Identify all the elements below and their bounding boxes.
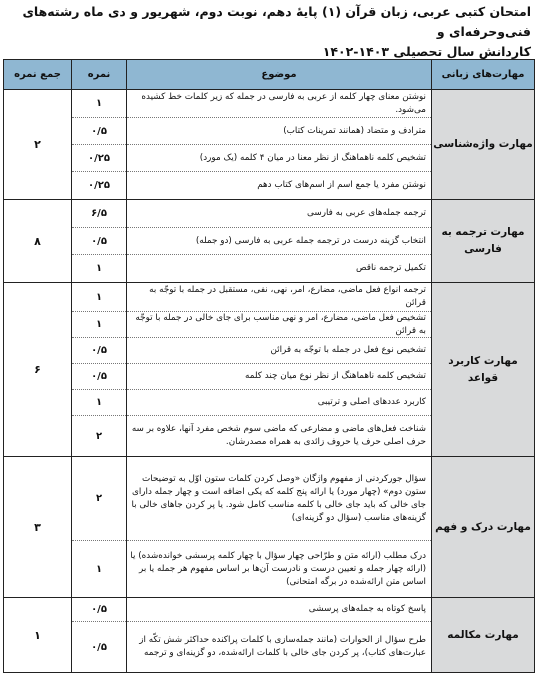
topic-line: نوشتن مفرد یا جمع اسم از اسم‌های کتاب دهم [257,180,426,190]
skill-cell: مهارت کاربرد قواعد [432,283,535,457]
score-value: ۰/۲۵ [88,180,110,191]
header-score: نمره [72,60,127,90]
score-value: ۲ [72,457,126,541]
topic-line: سؤال جورکردنی از مفهوم واژگان «وصل کردن کلمات ستون اوّل به توضیحات ستون دوم» (چهار مورد) یا ارائه پنج کلمه که یکی اضافه است و چهار جمله دارای جای خالی که باید جای خالی با کلمه مناسب کامل شود. یا پر کردن جاهای خالی با گزینه‌های مناسب (سؤال دو گزینه‌ای) [127,457,431,541]
topic-line: پاسخ کوتاه به جمله‌های پرسشی [127,598,431,622]
title-line-1: امتحان کتبی عربی، زبان قرآن (۱) پایۀ دهم، نوبت دوم، شهریور و دی ماه رشته‌های فنی‌وحرفه‌ای و [22,4,531,39]
total-cell: ۳ [4,457,72,598]
skill-cell: مهارت ترجمه به فارسی [432,200,535,283]
topic-cell [127,598,432,673]
score-value: ۱ [72,312,126,338]
score-cell [72,598,127,673]
table-body [4,90,535,673]
skill-cell: مهارت واژه‌شناسی [432,90,535,200]
score-value: ۱ [72,283,126,312]
topic-line: ترجمه جمله‌های عربی به فارسی [127,200,431,228]
section-row [4,283,535,457]
score-value: ۰/۵ [72,598,126,622]
score-cell [72,283,127,457]
page-title [6,2,531,62]
topic-line: شناخت فعل‌های ماضی و مضارعی که ماضی سوم شخص مفرد آنها، علاوه بر سه حرف اصلی حرف یا حروف زائدی به همراه مصدرشان. [131,424,426,447]
section-row [4,90,535,200]
section-row [4,598,535,673]
topic-line: طرح سؤال از الحوارات (مانند جمله‌سازی با کلمات پراکنده حداکثر شش تکّه از عبارت‌های کتاب)، پر کردن جای خالی با کلمات ارائه‌شده، دو گزینه‌ای و ترجمه [139,635,426,658]
score-cell [72,200,127,283]
topic-line: تشخیص فعل ماضی، مضارع، امر و نهی مناسب برای جای خالی در جمله با توجّه به قرائن [127,312,431,338]
section-row [4,200,535,283]
topic-line: کاربرد عددهای اصلی و ترتیبی [127,390,431,416]
score-value: ۱ [95,263,103,274]
topic-line: مترادف و متضاد (همانند تمرینات کتاب) [127,118,431,145]
topic-cell [127,90,432,200]
topic-line: انتخاب گزینه درست در ترجمه جمله عربی به فارسی (دو جمله) [127,228,431,255]
score-value: ۱ [72,390,126,416]
score-value: ۰/۵ [91,641,107,653]
score-cell [72,90,127,200]
topic-line: تشخیص کلمه ناهماهنگ از نظر معنا در میان ۴ کلمه (یک مورد) [127,145,431,172]
topic-line: درک مطلب (ارائه متن و طرّاحی چهار سؤال با چهار کلمه پرسشی خوانده‌شده) یا (ارائه چهار جمله و تعیین درست و نادرست آن‌ها بر اساس مفهوم هر جمله یا بر اساس متن ارائه‌شده در برگه امتحانی) [130,550,426,587]
topic-cell [127,200,432,283]
total-cell: ۱ [4,598,72,673]
topic-line: ترجمه انواع فعل ماضی، مضارع، امر، نهی، نفی، مستقبل در جمله با توجّه به قرائن [127,283,431,312]
header-skill: مهارت‌های زبانی [432,60,535,90]
score-value: ۱ [95,563,103,575]
title-line-2: کاردانش سال تحصیلی ۱۴۰۳-۱۴۰۲ [322,44,531,59]
skill-cell: مهارت درک و فهم [432,457,535,598]
header-topic: موضوع [127,60,432,90]
score-value: ۰/۵ [72,118,126,145]
score-value: ۲ [95,430,103,442]
total-cell: ۲ [4,90,72,200]
score-value: ۰/۲۵ [72,145,126,172]
score-distribution-table [3,59,535,673]
score-value: ۶/۵ [72,200,126,228]
score-value: ۰/۵ [72,338,126,364]
topic-line: تشخیص کلمه ناهماهنگ از نظر نوع میان چند کلمه [127,364,431,390]
topic-line: تکمیل ترجمه ناقص [356,263,426,273]
total-cell: ۶ [4,283,72,457]
score-value: ۰/۵ [72,228,126,255]
score-value: ۱ [72,90,126,118]
topic-line: تشخیص نوع فعل در جمله با توجّه به قرائن [127,338,431,364]
total-cell: ۸ [4,200,72,283]
topic-cell [127,283,432,457]
header-total: جمع نمره [4,60,72,90]
table-header-row [4,60,535,90]
skill-cell: مهارت مکالمه [432,598,535,673]
section-row [4,457,535,598]
score-cell [72,457,127,598]
topic-line: نوشتن معنای چهار کلمه از عربی به فارسی در جمله که زیر کلمات خط کشیده می‌شود. [127,90,431,118]
topic-cell [127,457,432,598]
score-value: ۰/۵ [72,364,126,390]
